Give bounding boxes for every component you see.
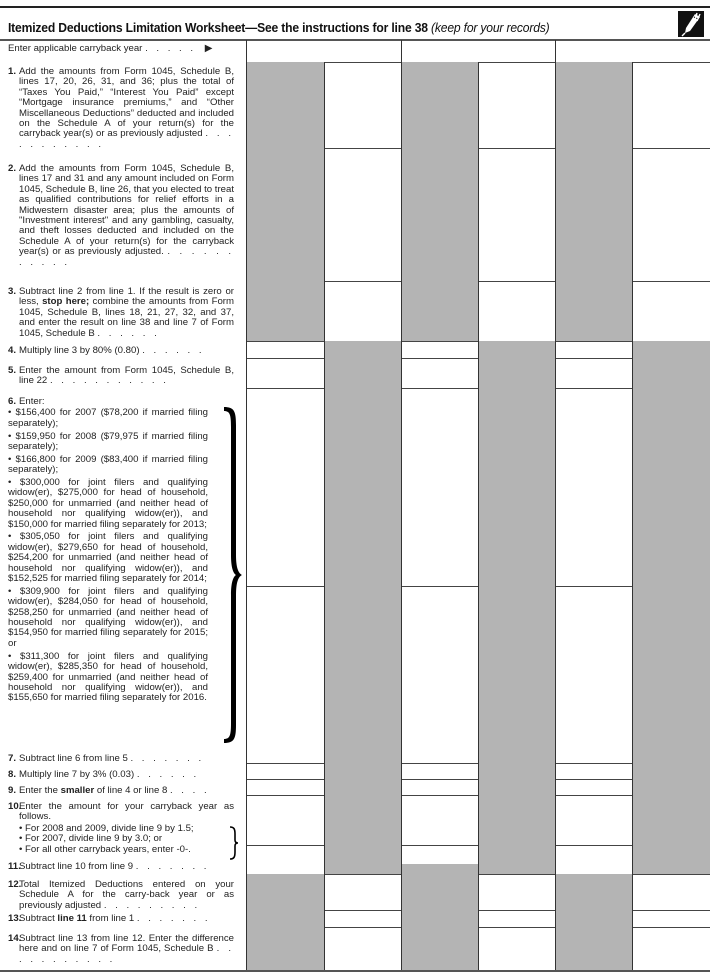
line-1-amount-year-1[interactable] xyxy=(324,62,401,148)
shaded-block xyxy=(401,874,478,970)
pencil-icon xyxy=(678,11,704,37)
grid-vline xyxy=(555,40,556,970)
line-9-amount-year-2[interactable] xyxy=(401,795,478,845)
line-3-amount-year-2[interactable] xyxy=(478,281,555,341)
line-9-amount-year-1[interactable] xyxy=(246,795,324,845)
carryback-year-input-1[interactable] xyxy=(246,40,401,62)
line-6-amount-year-2[interactable] xyxy=(401,388,478,586)
line-2-amount-year-1[interactable] xyxy=(324,148,401,281)
grid-vline xyxy=(478,62,479,970)
line-6-thresholds: • $156,400 for 2007 ($78,200 if married filing separately); • $159,950 for 2008 ($79,975 if married filing separately); • $166,800 for 2009 ($83,400 if married filing separately); • $300,000 for joint filers and qualifying widow(er), $275,000 for head of household, $250,000 for unmarried (and neither head of household nor qualifying widow(er)), and $150,000 for married filing separately for 2013; • $305,050 for joint filers and qualifying widow(er), $279,650 for head of household, $254,200 for unmarried (and neither head of household nor qualifying widow(er)), and $152,525 for married filing separately for 2014; • $309,900 for joint filers and qualifying widow(er), $284,050 for head of household, $258,250 for unmarried (and neither head of household nor qualifying widow(er)), and $154,950 for married filing separately for 2015; or • $311,300 for joint filers and qualifying widow(er), $285,350 for head of household, $259,400 for unmarried (and neither head of household nor qualifying widow(er)), and $155,650 for married filing separately for 2016. xyxy=(8,407,208,704)
line-8-amount-year-1[interactable] xyxy=(246,779,324,795)
line-14-amount-year-1[interactable] xyxy=(324,927,401,970)
brace-icon xyxy=(222,405,244,745)
grid-vline xyxy=(246,40,247,970)
line-13-amount-year-2[interactable] xyxy=(478,910,555,927)
line-4-amount-year-3[interactable] xyxy=(555,341,632,358)
bottom-rule xyxy=(0,970,710,972)
line-2-amount-year-2[interactable] xyxy=(478,148,555,281)
carryback-year-input-3[interactable] xyxy=(555,40,710,62)
line-3-amount-year-3[interactable] xyxy=(632,281,710,341)
title-note: (keep for your records) xyxy=(431,20,550,35)
shaded-block xyxy=(324,341,401,874)
carryback-year-label: Enter applicable carryback year . . . . . ▶ xyxy=(8,43,213,54)
line-10-amount-year-3[interactable] xyxy=(555,845,632,874)
grid-vline xyxy=(324,62,325,970)
line-8-amount-year-2[interactable] xyxy=(401,779,478,795)
line-6-amount-year-1[interactable] xyxy=(246,586,324,763)
line-7-amount-year-2[interactable] xyxy=(401,763,478,779)
grid-vline xyxy=(632,62,633,970)
line-7-amount-year-1[interactable] xyxy=(246,763,324,779)
line-12-amount-year-2[interactable] xyxy=(478,874,555,910)
shaded-block xyxy=(555,62,632,341)
shaded-block xyxy=(632,341,710,874)
line-1-amount-year-2[interactable] xyxy=(478,62,555,148)
line-5-amount-year-2[interactable] xyxy=(401,358,478,388)
carryback-year-input-2[interactable] xyxy=(401,40,555,62)
line-13-amount-year-1[interactable] xyxy=(324,910,401,927)
shaded-block xyxy=(246,62,324,341)
line-7-amount-year-3[interactable] xyxy=(555,763,632,779)
shaded-block xyxy=(401,864,478,874)
line-3-amount-year-1[interactable] xyxy=(324,281,401,341)
line-5-amount-year-1[interactable] xyxy=(246,358,324,388)
title-bar xyxy=(0,8,710,41)
line-4-amount-year-1[interactable] xyxy=(246,341,324,358)
worksheet-title: Itemized Deductions Limitation Worksheet—See the instructions for line 38 (keep for your records) xyxy=(8,20,550,35)
shaded-block xyxy=(555,874,632,970)
line-13-amount-year-3[interactable] xyxy=(632,910,710,927)
line-6-amount-year-1[interactable] xyxy=(246,388,324,586)
shaded-block xyxy=(246,874,324,970)
shaded-block xyxy=(478,341,555,874)
line-12-amount-year-1[interactable] xyxy=(324,874,401,910)
line-5-amount-year-3[interactable] xyxy=(555,358,632,388)
line-10-amount-year-1[interactable] xyxy=(246,845,324,874)
arrow-right-icon: ▶ xyxy=(204,43,213,54)
grid-vline xyxy=(401,40,402,970)
line-6-amount-year-2[interactable] xyxy=(401,586,478,763)
line-14-amount-year-2[interactable] xyxy=(478,927,555,970)
line-9-amount-year-3[interactable] xyxy=(555,795,632,845)
line-14-amount-year-3[interactable] xyxy=(632,927,710,970)
line-8-amount-year-3[interactable] xyxy=(555,779,632,795)
line-4-amount-year-2[interactable] xyxy=(401,341,478,358)
line-10-options: • For 2008 and 2009, divide line 9 by 1.5; • For 2007, divide line 9 by 3.0; or • For all other carryback years, enter -0-. xyxy=(19,822,194,855)
line-6-amount-year-3[interactable] xyxy=(555,586,632,763)
line-6-amount-year-3[interactable] xyxy=(555,388,632,586)
line-1-amount-year-3[interactable] xyxy=(632,62,710,148)
shaded-block xyxy=(401,62,478,341)
line-2-amount-year-3[interactable] xyxy=(632,148,710,281)
brace-icon xyxy=(229,826,239,860)
line-12-amount-year-3[interactable] xyxy=(632,874,710,910)
